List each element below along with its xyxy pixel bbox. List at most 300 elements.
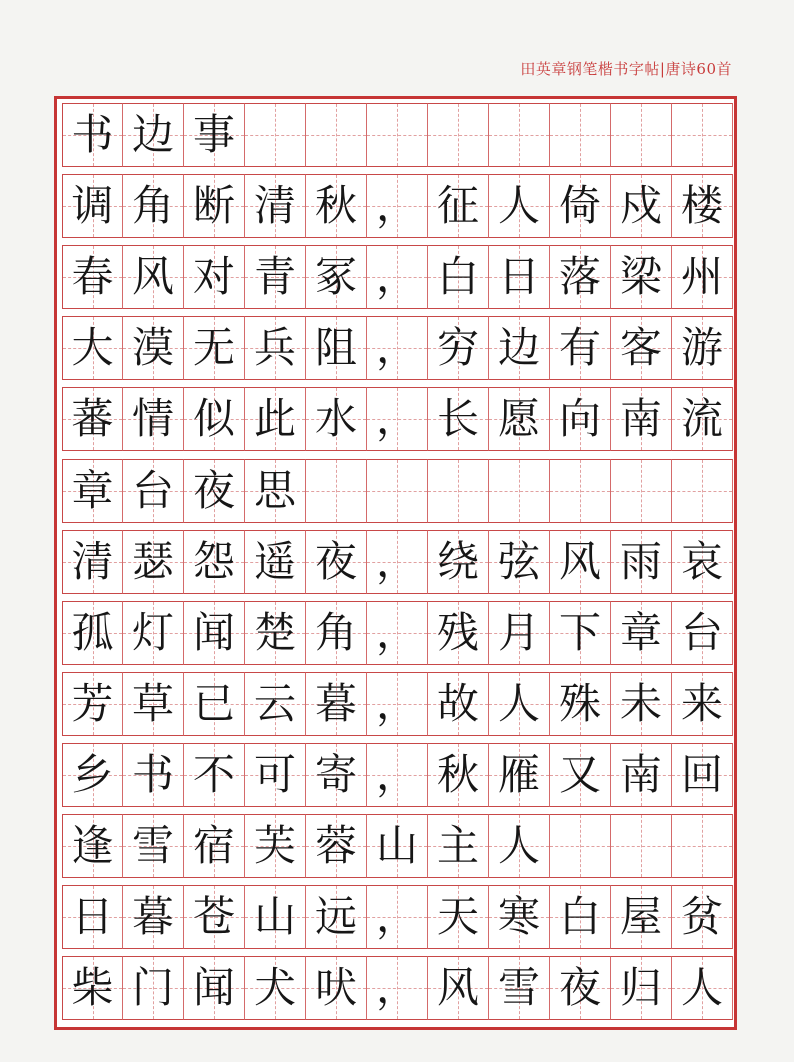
character: 梁 bbox=[619, 252, 662, 302]
character: 草 bbox=[131, 678, 174, 728]
grid-cell bbox=[245, 956, 306, 1020]
grid-cell bbox=[306, 814, 367, 878]
character: 调 bbox=[71, 181, 114, 231]
grid-cell bbox=[489, 530, 550, 594]
character: 残 bbox=[436, 607, 479, 657]
character: 贫 bbox=[680, 892, 723, 942]
character: 孤 bbox=[71, 607, 114, 657]
grid-cell bbox=[489, 103, 550, 167]
character: 夜 bbox=[192, 465, 235, 515]
grid-cell bbox=[428, 530, 489, 594]
character: 山 bbox=[253, 892, 296, 942]
character: 蓉 bbox=[314, 821, 357, 870]
grid-cell bbox=[367, 103, 428, 167]
character bbox=[245, 104, 305, 166]
character: 吠 bbox=[314, 963, 357, 1013]
grid-cell bbox=[489, 743, 550, 807]
grid-cell bbox=[672, 530, 733, 594]
grid-cell bbox=[611, 885, 672, 949]
grid-cell bbox=[184, 174, 245, 238]
grid-cell bbox=[245, 601, 306, 665]
character: 柴 bbox=[71, 963, 114, 1013]
character: 哀 bbox=[680, 536, 723, 586]
character: 人 bbox=[497, 821, 540, 870]
character: 思 bbox=[253, 465, 296, 515]
character: 寄 bbox=[314, 749, 357, 799]
grid-cell bbox=[184, 672, 245, 736]
character bbox=[672, 460, 732, 522]
grid-cell bbox=[550, 814, 611, 878]
grid-cell bbox=[611, 387, 672, 451]
character: ， bbox=[375, 394, 418, 444]
character bbox=[428, 104, 488, 166]
grid-cell bbox=[184, 601, 245, 665]
character bbox=[611, 815, 671, 877]
character: 风 bbox=[131, 252, 174, 302]
character: 逢 bbox=[71, 821, 114, 870]
grid-cell bbox=[123, 459, 184, 523]
grid-cell bbox=[672, 885, 733, 949]
grid-cell bbox=[428, 814, 489, 878]
character: 夜 bbox=[314, 536, 357, 586]
grid-row bbox=[62, 387, 731, 451]
grid-cell bbox=[611, 459, 672, 523]
character: 怨 bbox=[192, 536, 235, 586]
character bbox=[489, 104, 549, 166]
character bbox=[550, 460, 610, 522]
grid-cell bbox=[62, 459, 123, 523]
character: 事 bbox=[192, 110, 235, 159]
grid-cell bbox=[367, 743, 428, 807]
grid-cell bbox=[245, 885, 306, 949]
character: 芙 bbox=[253, 821, 296, 870]
character: 落 bbox=[558, 252, 601, 302]
character bbox=[611, 460, 671, 522]
grid-cell bbox=[245, 245, 306, 309]
character: 此 bbox=[253, 394, 296, 444]
grid-cell bbox=[672, 103, 733, 167]
grid-row bbox=[62, 316, 731, 380]
character: 倚 bbox=[558, 181, 601, 231]
character: 宿 bbox=[192, 821, 235, 870]
grid-cell bbox=[306, 316, 367, 380]
grid-cell bbox=[306, 885, 367, 949]
character: 清 bbox=[253, 181, 296, 231]
grid-cell bbox=[611, 956, 672, 1020]
grid-cell bbox=[245, 530, 306, 594]
grid-cell bbox=[184, 316, 245, 380]
grid-cell bbox=[367, 672, 428, 736]
character: 雪 bbox=[131, 821, 174, 870]
character: 又 bbox=[558, 749, 601, 799]
character: 归 bbox=[619, 963, 662, 1013]
grid-cell bbox=[123, 885, 184, 949]
character: ， bbox=[375, 252, 418, 302]
character: 白 bbox=[558, 892, 601, 942]
grid-cell bbox=[550, 245, 611, 309]
grid-cell bbox=[550, 459, 611, 523]
character: 下 bbox=[558, 607, 601, 657]
character: 冢 bbox=[314, 252, 357, 302]
character bbox=[306, 104, 366, 166]
grid-cell bbox=[367, 885, 428, 949]
character: 闻 bbox=[192, 963, 235, 1013]
grid-cell bbox=[123, 316, 184, 380]
character: 清 bbox=[71, 536, 114, 586]
grid-cell bbox=[611, 601, 672, 665]
character: 不 bbox=[192, 749, 235, 799]
character: 雪 bbox=[497, 963, 540, 1013]
grid-cell bbox=[367, 814, 428, 878]
grid-cell bbox=[611, 316, 672, 380]
grid-cell bbox=[123, 387, 184, 451]
grid-row bbox=[62, 459, 731, 523]
character bbox=[672, 104, 732, 166]
grid-cell bbox=[245, 814, 306, 878]
grid-cell bbox=[611, 530, 672, 594]
grid-cell bbox=[489, 387, 550, 451]
grid-cell bbox=[550, 743, 611, 807]
character: 人 bbox=[497, 181, 540, 231]
character: 人 bbox=[497, 678, 540, 728]
character: 可 bbox=[253, 749, 296, 799]
grid-cell bbox=[123, 601, 184, 665]
character: 兵 bbox=[253, 323, 296, 373]
character: 远 bbox=[314, 892, 357, 942]
grid-cell bbox=[672, 956, 733, 1020]
grid-cell bbox=[123, 672, 184, 736]
character: ， bbox=[375, 963, 418, 1013]
character bbox=[306, 460, 366, 522]
grid-row bbox=[62, 956, 731, 1020]
grid-cell bbox=[306, 743, 367, 807]
character: 游 bbox=[680, 323, 723, 373]
character: ， bbox=[375, 536, 418, 586]
grid-cell bbox=[245, 103, 306, 167]
grid-row bbox=[62, 885, 731, 949]
character: 乡 bbox=[71, 749, 114, 799]
grid-cell bbox=[184, 885, 245, 949]
grid-cell bbox=[62, 601, 123, 665]
character: 州 bbox=[680, 252, 723, 302]
character: 回 bbox=[680, 749, 723, 799]
character: 边 bbox=[131, 110, 174, 159]
grid-row bbox=[62, 245, 731, 309]
grid-cell bbox=[62, 316, 123, 380]
grid-cell bbox=[550, 672, 611, 736]
character: 向 bbox=[558, 394, 601, 444]
character: 戍 bbox=[619, 181, 662, 231]
character: 边 bbox=[497, 323, 540, 373]
character: ， bbox=[375, 181, 418, 231]
grid-cell bbox=[62, 672, 123, 736]
grid-cell bbox=[123, 743, 184, 807]
character: 门 bbox=[131, 963, 174, 1013]
grid-cell bbox=[184, 956, 245, 1020]
grid-cell bbox=[62, 245, 123, 309]
character: ， bbox=[375, 607, 418, 657]
character: 来 bbox=[680, 678, 723, 728]
character: 对 bbox=[192, 252, 235, 302]
character: 白 bbox=[436, 252, 479, 302]
grid-cell bbox=[184, 245, 245, 309]
grid-cell bbox=[489, 885, 550, 949]
character: 山 bbox=[375, 821, 418, 870]
grid-cell bbox=[672, 814, 733, 878]
character: 情 bbox=[131, 394, 174, 444]
character: 客 bbox=[619, 323, 662, 373]
grid-cell bbox=[489, 601, 550, 665]
grid-cell bbox=[184, 530, 245, 594]
grid-cell bbox=[62, 387, 123, 451]
grid-cell bbox=[428, 956, 489, 1020]
character: 弦 bbox=[497, 536, 540, 586]
grid-cell bbox=[428, 387, 489, 451]
grid-cell bbox=[123, 814, 184, 878]
grid-cell bbox=[123, 174, 184, 238]
grid-cell bbox=[428, 885, 489, 949]
character: 大 bbox=[71, 323, 114, 373]
grid-cell bbox=[428, 245, 489, 309]
character bbox=[367, 460, 427, 522]
grid-cell bbox=[306, 103, 367, 167]
grid-row bbox=[62, 103, 731, 167]
grid-cell bbox=[367, 387, 428, 451]
grid-cell bbox=[306, 459, 367, 523]
page-header-title: 田英章钢笔楷书字帖|唐诗60首 bbox=[520, 60, 732, 78]
character: 角 bbox=[314, 607, 357, 657]
character: 流 bbox=[680, 394, 723, 444]
character: 绕 bbox=[436, 536, 479, 586]
grid-cell bbox=[611, 814, 672, 878]
character: 月 bbox=[497, 607, 540, 657]
grid-cell bbox=[367, 245, 428, 309]
grid-cell bbox=[428, 459, 489, 523]
character: 屋 bbox=[619, 892, 662, 942]
grid-cell bbox=[123, 956, 184, 1020]
character: 苍 bbox=[192, 892, 235, 942]
grid-cell bbox=[306, 245, 367, 309]
character: 台 bbox=[131, 465, 174, 515]
grid-cell bbox=[245, 459, 306, 523]
grid-cell bbox=[672, 743, 733, 807]
character: 遥 bbox=[253, 536, 296, 586]
character: 春 bbox=[71, 252, 114, 302]
grid-cell bbox=[62, 885, 123, 949]
grid-cell bbox=[306, 530, 367, 594]
grid-row bbox=[62, 672, 731, 736]
grid-cell bbox=[62, 174, 123, 238]
grid-cell bbox=[62, 743, 123, 807]
character: 穷 bbox=[436, 323, 479, 373]
grid-cell bbox=[611, 245, 672, 309]
grid-cell bbox=[489, 245, 550, 309]
grid-cell bbox=[306, 387, 367, 451]
character: 暮 bbox=[131, 892, 174, 942]
character: 楼 bbox=[680, 181, 723, 231]
grid-cell bbox=[367, 459, 428, 523]
copybook-sheet bbox=[54, 96, 737, 1030]
grid-cell bbox=[367, 956, 428, 1020]
character: 角 bbox=[131, 181, 174, 231]
character: 瑟 bbox=[131, 536, 174, 586]
character: 雨 bbox=[619, 536, 662, 586]
character: 闻 bbox=[192, 607, 235, 657]
grid-cell bbox=[367, 316, 428, 380]
character: 似 bbox=[192, 394, 235, 444]
character bbox=[550, 104, 610, 166]
grid-cell bbox=[428, 103, 489, 167]
grid-cell bbox=[611, 672, 672, 736]
character: 青 bbox=[253, 252, 296, 302]
character: 书 bbox=[71, 110, 114, 159]
grid-cell bbox=[62, 530, 123, 594]
character: 断 bbox=[192, 181, 235, 231]
grid-cell bbox=[62, 103, 123, 167]
grid-cell bbox=[489, 459, 550, 523]
character: 征 bbox=[436, 181, 479, 231]
grid-cell bbox=[245, 387, 306, 451]
character: 暮 bbox=[314, 678, 357, 728]
character: ， bbox=[375, 749, 418, 799]
character: 楚 bbox=[253, 607, 296, 657]
grid-cell bbox=[123, 103, 184, 167]
grid-cell bbox=[306, 672, 367, 736]
grid-cell bbox=[672, 316, 733, 380]
grid-cell bbox=[428, 174, 489, 238]
grid-cell bbox=[184, 387, 245, 451]
character: 灯 bbox=[131, 607, 174, 657]
grid-cell bbox=[306, 956, 367, 1020]
grid-cell bbox=[245, 316, 306, 380]
grid-cell bbox=[489, 672, 550, 736]
grid-cell bbox=[489, 316, 550, 380]
grid-cell bbox=[428, 316, 489, 380]
grid-cell bbox=[245, 743, 306, 807]
grid-cell bbox=[550, 103, 611, 167]
grid-cell bbox=[184, 743, 245, 807]
character: ， bbox=[375, 892, 418, 942]
grid-cell bbox=[611, 174, 672, 238]
character: 风 bbox=[436, 963, 479, 1013]
grid-row bbox=[62, 743, 731, 807]
grid-cell bbox=[550, 316, 611, 380]
grid-cell bbox=[550, 956, 611, 1020]
character: 蕃 bbox=[71, 394, 114, 444]
grid-cell bbox=[245, 174, 306, 238]
character: 有 bbox=[558, 323, 601, 373]
character: 未 bbox=[619, 678, 662, 728]
grid-cell bbox=[184, 814, 245, 878]
character: 殊 bbox=[558, 678, 601, 728]
grid-cell bbox=[123, 245, 184, 309]
grid-cell bbox=[611, 103, 672, 167]
grid-cell bbox=[550, 387, 611, 451]
grid-row bbox=[62, 601, 731, 665]
character: 章 bbox=[619, 607, 662, 657]
grid-cell bbox=[672, 245, 733, 309]
grid-cell bbox=[672, 672, 733, 736]
character: 主 bbox=[436, 821, 479, 870]
grid-row bbox=[62, 814, 731, 878]
grid-cell bbox=[672, 601, 733, 665]
character: 南 bbox=[619, 394, 662, 444]
grid-cell bbox=[367, 174, 428, 238]
grid-cell bbox=[672, 174, 733, 238]
grid-cell bbox=[489, 814, 550, 878]
grid-cell bbox=[428, 743, 489, 807]
grid-cell bbox=[672, 459, 733, 523]
grid-cell bbox=[489, 174, 550, 238]
grid-cell bbox=[367, 601, 428, 665]
character: 云 bbox=[253, 678, 296, 728]
grid-cell bbox=[62, 814, 123, 878]
character: 已 bbox=[192, 678, 235, 728]
character: 天 bbox=[436, 892, 479, 942]
grid-cell bbox=[550, 530, 611, 594]
grid-cell bbox=[184, 459, 245, 523]
character: 南 bbox=[619, 749, 662, 799]
character: 书 bbox=[131, 749, 174, 799]
character: 犬 bbox=[253, 963, 296, 1013]
grid-cell bbox=[62, 956, 123, 1020]
character: 水 bbox=[314, 394, 357, 444]
character: 风 bbox=[558, 536, 601, 586]
character: 秋 bbox=[436, 749, 479, 799]
grid-cell bbox=[306, 174, 367, 238]
character: ， bbox=[375, 323, 418, 373]
character: 故 bbox=[436, 678, 479, 728]
character: 愿 bbox=[497, 394, 540, 444]
grid-cell bbox=[489, 956, 550, 1020]
character: 长 bbox=[436, 394, 479, 444]
character: 无 bbox=[192, 323, 235, 373]
character: 漠 bbox=[131, 323, 174, 373]
character: 夜 bbox=[558, 963, 601, 1013]
character: 雁 bbox=[497, 749, 540, 799]
grid-cell bbox=[428, 601, 489, 665]
grid-row bbox=[62, 174, 731, 238]
grid-cell bbox=[123, 530, 184, 594]
character bbox=[428, 460, 488, 522]
character bbox=[489, 460, 549, 522]
grid-cell bbox=[184, 103, 245, 167]
grid-cell bbox=[306, 601, 367, 665]
character: 秋 bbox=[314, 181, 357, 231]
practice-grid bbox=[62, 103, 731, 1026]
character: 寒 bbox=[497, 892, 540, 942]
character: ， bbox=[375, 678, 418, 728]
grid-cell bbox=[428, 672, 489, 736]
character: 日 bbox=[71, 892, 114, 942]
grid-row bbox=[62, 530, 731, 594]
character bbox=[367, 104, 427, 166]
character: 台 bbox=[680, 607, 723, 657]
grid-cell bbox=[550, 174, 611, 238]
character: 日 bbox=[497, 252, 540, 302]
character: 阻 bbox=[314, 323, 357, 373]
grid-cell bbox=[611, 743, 672, 807]
character bbox=[550, 815, 610, 877]
character: 人 bbox=[680, 963, 723, 1013]
character bbox=[611, 104, 671, 166]
grid-cell bbox=[245, 672, 306, 736]
grid-cell bbox=[550, 885, 611, 949]
grid-cell bbox=[367, 530, 428, 594]
character bbox=[672, 815, 732, 877]
grid-cell bbox=[672, 387, 733, 451]
character: 章 bbox=[71, 465, 114, 515]
